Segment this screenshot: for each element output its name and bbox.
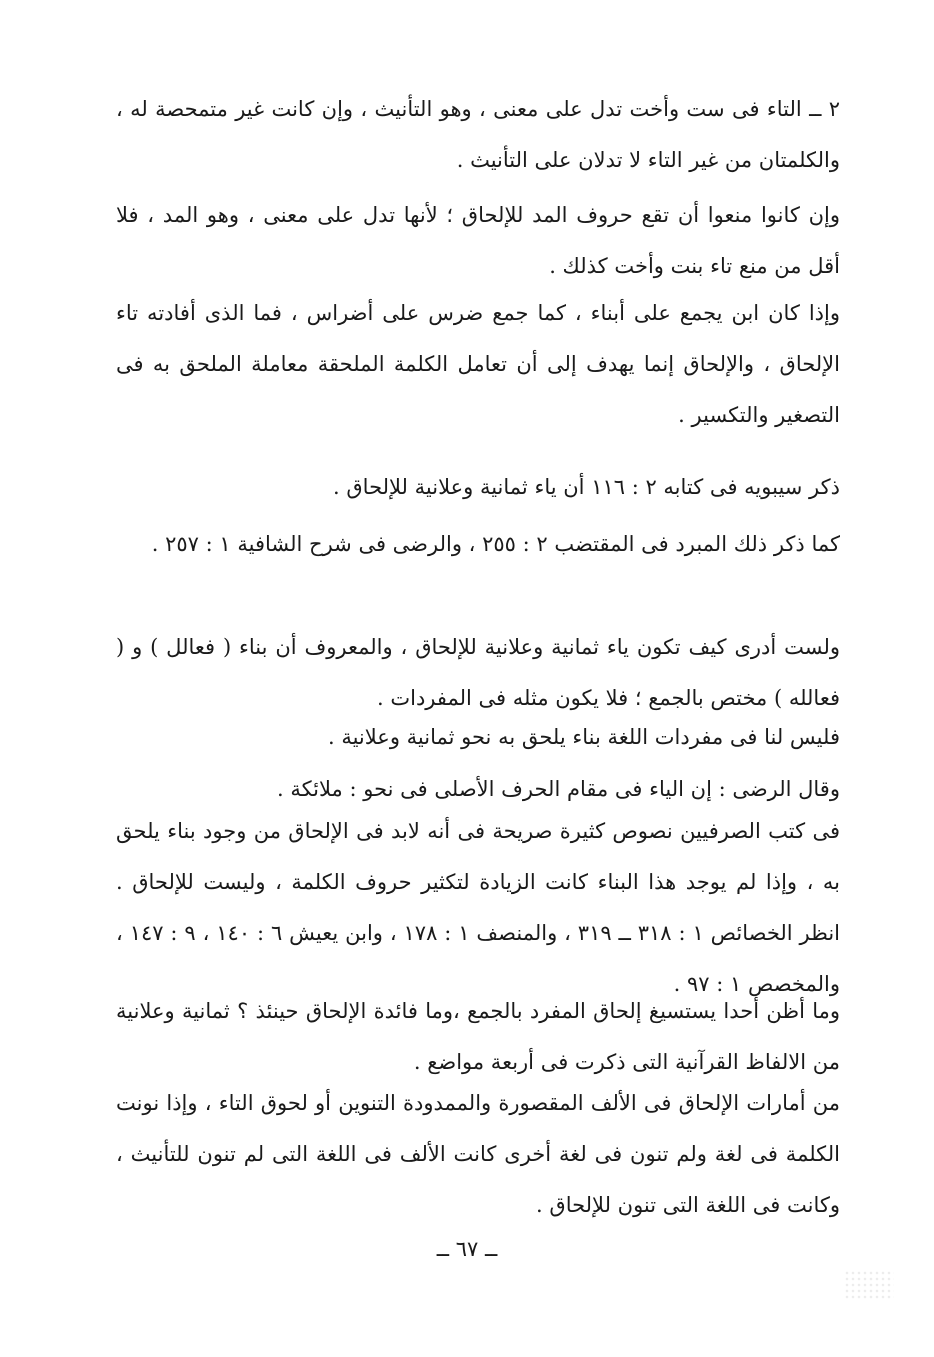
paragraph-10: وما أظن أحدا يستسيغ إلحاق المفرد بالجمع ،وما فائدة الإلحاق حينئذ ؟ ثمانية وعلانية من الالفاظ القرآنية التى ذكرت فى أربعة مواضع .	[116, 999, 840, 1074]
paragraph-2: وإن كانوا منعوا أن تقع حروف المد للإلحاق ؛ لأنها تدل على معنى ، وهو المد ، فلا أقل من منع تاء بنت وأخت كذلك .	[116, 203, 840, 278]
scan-noise	[844, 1270, 894, 1300]
paragraph-4: ذكر سيبويه فى كتابه ٢ : ١١٦ أن ياء ثمانية وعلانية للإلحاق .	[333, 475, 840, 499]
paragraph-8: وقال الرضى : إن الياء فى مقام الحرف الأصلى فى نحو : ملائكة .	[276, 777, 840, 801]
paragraph-1: ٢ ــ التاء فى ست وأخت تدل على معنى ، وهو التأنيث ، وإن كانت غير متمحصة له ، والكلمتان من غير التاء لا تدلان على التأنيث .	[116, 97, 840, 172]
page-number: ــ ٦٧ ــ	[436, 1237, 498, 1261]
paragraph-5: كما ذكر ذلك المبرد فى المقتضب ٢ : ٢٥٥ ، والرضى فى شرح الشافية ١ : ٢٥٧ .	[151, 532, 840, 556]
paragraph-6: ولست أدرى كيف تكون ياء ثمانية وعلانية للإلحاق ، والمعروف أن بناء ( فعالل ) و ( فعالله ) مختص بالجمع ؛ فلا يكون مثله فى المفردات .	[116, 635, 840, 710]
paragraph-9: فى كتب الصرفيين نصوص كثيرة صريحة فى أنه لابد فى الإلحاق من وجود بناء يلحق به ، وإذا لم يوجد هذا البناء كانت الزيادة لتكثير حروف الكلمة ، وليست للإلحاق . انظر الخصائص ١ : ٣١٨ ــ ٣١٩ ، والمنصف ١ : ١٧٨ ، وابن يعيش ٦ : ١٤٠ ، ٩ : ١٤٧ ، والمخصص ١ : ٩٧ .	[116, 819, 841, 996]
paragraph-11: من أمارات الإلحاق فى الألف المقصورة والممدودة التنوين أو لحوق التاء ، وإذا نونت الكلمة فى لغة ولم تنون فى لغة أخرى كانت الألف فى اللغة التى لم تنون للتأنيث ، وكانت فى اللغة التى تنون للإلحاق .	[116, 1091, 840, 1217]
paragraph-3: وإذا كان ابن يجمع على أبناء ، كما جمع ضرس على أضراس ، فما الذى أفادته تاء الإلحاق ، والإلحاق إنما يهدف إلى أن تعامل الكلمة الملحقة معاملة الملحق به فى التصغير والتكسير .	[116, 301, 840, 427]
paragraph-7: فليس لنا فى مفردات اللغة بناء يلحق به نحو ثمانية وعلانية .	[327, 725, 840, 749]
